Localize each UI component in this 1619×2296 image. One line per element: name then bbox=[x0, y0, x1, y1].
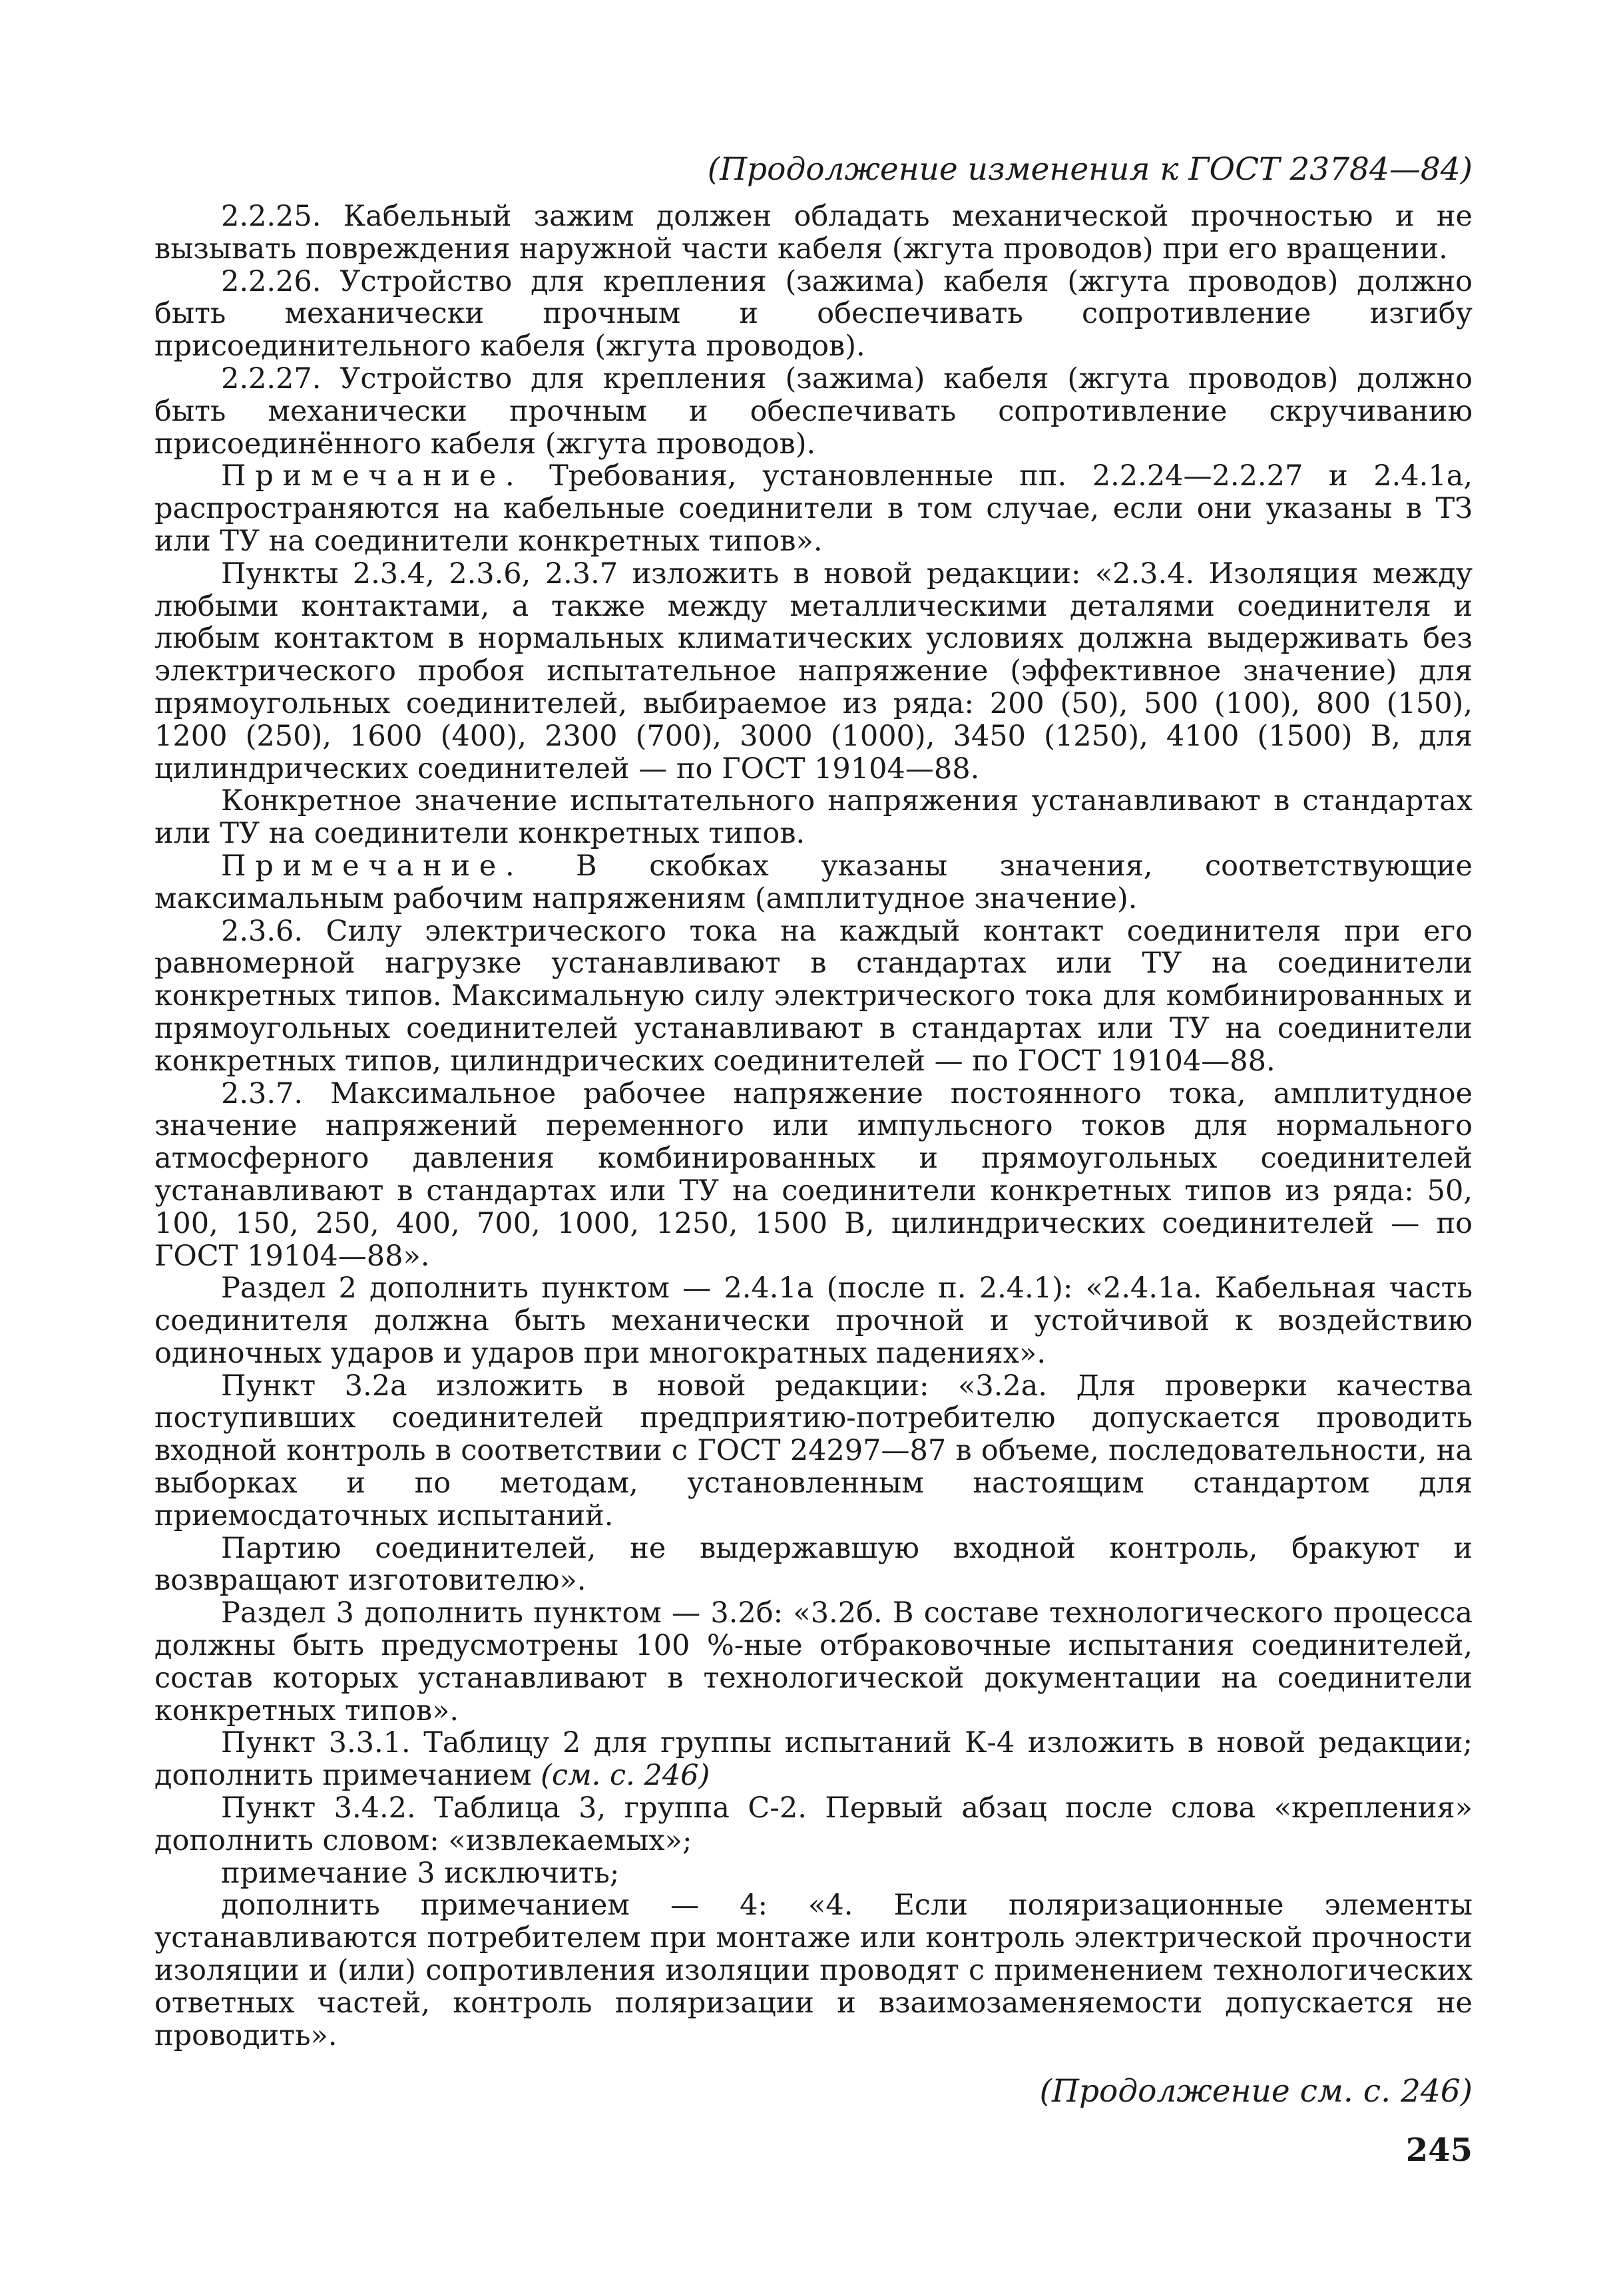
paragraph-2-2-26: 2.2.26. Устройство для крепления (зажима) кабеля (жгута проводов) должно быть механически прочным и обеспечивать сопротивление изгибу присоединительного кабеля (жгута проводов). bbox=[154, 264, 1473, 363]
paragraph-2-3-7: 2.3.7. Максимальное рабочее напряжение постоянного тока, амплитудное значение напряжений переменного или импульсного токов для нормального атмосферного давления комбинированных и прямоугольных соединителей устанавливают в стандартах или ТУ на соединители конкретных типов из ряда: 50, 100, 150, 250, 400, 700, 1000, 1250, 1500 В, цилиндрических соединителей — по ГОСТ 19104—88». bbox=[154, 1076, 1473, 1273]
paragraph-note-4: дополнить примечанием — 4: «4. Если поляризационные элементы устанавливаются потребителем при монтаже или контроль электрической прочности изоляции и (или) сопротивления изоляции проводят с применением технологических ответных частей, контроль поляризации и взаимозаменяемости допускается не проводить». bbox=[154, 1889, 1473, 2052]
body-text bbox=[154, 200, 1473, 2052]
paragraph-2-4-1a: Раздел 2 дополнить пунктом — 2.4.1а (после п. 2.4.1): «2.4.1а. Кабельная часть соединителя должна быть механически прочной и устойчивой к воздействию одиночных ударов и ударов при многократных падениях». bbox=[154, 1271, 1473, 1370]
note-paragraph: Примечание. Требования, установленные пп. 2.2.24—2.2.27 и 2.4.1а, распространяются на кабельные соединители в том случае, если они указаны в ТЗ или ТУ на соединители конкретных типов». bbox=[154, 459, 1473, 558]
running-header: (Продолжение изменения к ГОСТ 23784—84) bbox=[707, 151, 1473, 188]
note-label: Примечание. bbox=[221, 459, 524, 493]
paragraph-rejected-batch: Партию соединителей, не выдержавшую входной контроль, бракуют и возвращают изготовителю». bbox=[154, 1531, 1473, 1598]
page-reference: (см. с. 246) bbox=[541, 1759, 710, 1793]
paragraph-note-3-remove: примечание 3 исключить; bbox=[221, 1856, 620, 1890]
note-paragraph: Примечание. В скобках указаны значения, соответствующие максимальным рабочим напряжениям (амплитудное значение). bbox=[154, 849, 1473, 915]
paragraph-3-4-2: Пункт 3.4.2. Таблица 3, группа С-2. Первый абзац после слова «крепления» дополнить словом: «извлекаемых»; bbox=[154, 1791, 1473, 1857]
page-number: 245 bbox=[1405, 2132, 1473, 2170]
paragraph-2-2-27: 2.2.27. Устройство для крепления (зажима) кабеля (жгута проводов) должно быть механически прочным и обеспечивать сопротивление скручиванию присоединённого кабеля (жгута проводов). bbox=[154, 361, 1473, 461]
paragraph-2-3-4: Пункты 2.3.4, 2.3.6, 2.3.7 изложить в новой редакции: «2.3.4. Изоляция между любыми контактами, а также между металлическими деталями соединителя и любым контактом в нормальных климатических условиях должна выдерживать без электрического пробоя испытательное напряжение (эффективное значение) для прямоугольных соединителей, выбираемое из ряда: 200 (50), 500 (100), 800 (150), 1200 (250), 1600 (400), 2300 (700), 3000 (1000), 3450 (1250), 4100 (1500) В, для цилиндрических соединителей — по ГОСТ 19104—88. bbox=[154, 557, 1473, 786]
paragraph-2-3-6: 2.3.6. Силу электрического тока на каждый контакт соединителя при его равномерной нагрузке устанавливают в стандартах или ТУ на соединители конкретных типов. Максимальную силу электрического тока для комбинированных и прямоугольных соединителей устанавливают в стандартах или ТУ на соединители конкретных типов, цилиндрических соединителей — по ГОСТ 19104—88. bbox=[154, 914, 1473, 1078]
document-page bbox=[154, 150, 1473, 2170]
paragraph-3-2a: Пункт 3.2а изложить в новой редакции: «3.2а. Для проверки качества поступивших соединителей предприятию-потребителю допускается проводить входной контроль в соответствии с ГОСТ 24297—87 в объеме, последовательности, на выборках и по методам, установленным настоящим стандартом для приемосдаточных испытаний. bbox=[154, 1369, 1473, 1532]
paragraph-2-2-25: 2.2.25. Кабельный зажим должен обладать механической прочностью и не вызывать повреждения наружной части кабеля (жгута проводов) при его вращении. bbox=[154, 200, 1473, 266]
paragraph-3-2b: Раздел 3 дополнить пунктом — 3.2б: «3.2б. В составе технологического процесса должны быть предусмотрены 100 %-ные отбраковочные испытания соединителей, состав которых устанавливают в технологической документации на соединители конкретных типов». bbox=[154, 1596, 1473, 1727]
paragraph-test-voltage: Конкретное значение испытательного напряжения устанавливают в стандартах или ТУ на соединители конкретных типов. bbox=[154, 784, 1473, 851]
paragraph-3-3-1: Пункт 3.3.1. Таблицу 2 для группы испытаний К-4 изложить в новой редакции; дополнить примечанием (см. с. 246) bbox=[154, 1726, 1473, 1793]
continuation-note: (Продолжение см. с. 246) bbox=[1039, 2073, 1473, 2110]
note-label: Примечание. bbox=[221, 849, 524, 883]
